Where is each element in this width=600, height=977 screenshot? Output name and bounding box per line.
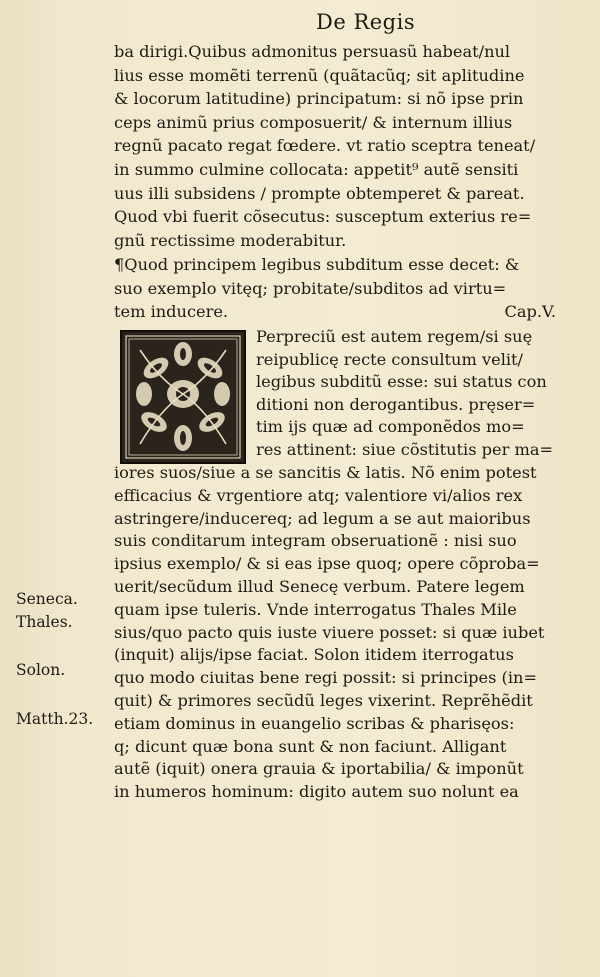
text-line: Quod vbi fuerit cõsecutus: susceptum exterius re= <box>114 207 532 227</box>
text-line: gnũ rectissime moderabitur. <box>114 230 347 250</box>
text-block-bottom <box>114 462 560 804</box>
chapter-heading <box>114 253 560 324</box>
running-head: De Regis <box>316 10 416 34</box>
text-line: suis conditarum integram obseruationẽ : nisi suo <box>114 531 517 551</box>
text-line: etiam dominus in euangelio scribas & pharisęos: <box>114 713 515 733</box>
text-line: ceps animũ prius composuerit/ & internum illius <box>114 112 513 132</box>
text-line: (inquit) alijs/ipse faciat. Solon itidem iterrogatus <box>114 645 514 665</box>
text-block-beside-initial <box>256 326 562 462</box>
text-line: in humeros hominum: digito autem suo nolunt ea <box>114 782 519 802</box>
text-line: uerit/secũdum illud Senecę verbum. Patere legem <box>114 576 525 596</box>
text-line: quo modo ciuitas bene regi possit: si principes (in= <box>114 668 538 688</box>
text-line: ba dirigi.Quibus admonitus persuasũ habeat/nul <box>114 42 511 61</box>
margin-note-matthew: Matth.23. <box>16 710 94 728</box>
text-line: iores suos/siue a se sancitis & latis. Nõ enim potest <box>114 463 537 482</box>
text-line: & locorum latitudine) principatum: si nõ ipse prin <box>114 89 524 109</box>
text-line: reipublicę recte consultum velit/ <box>256 349 524 369</box>
text-line: ditioni non derogantibus. pręser= <box>256 394 536 414</box>
text-line: quam ipse tuleris. Vnde interrogatus Thales Mile <box>114 599 517 619</box>
margin-note-thales: Thales. <box>16 613 73 631</box>
margin-note-seneca: Seneca. <box>16 590 78 608</box>
text-line: tim ijs quæ ad componẽdos mo= <box>256 417 525 437</box>
chapter-title-line <box>114 300 560 324</box>
text-line: res attinent: siue cõstitutis per ma= <box>256 439 554 459</box>
text-line: in summo culmine collocata: appetit⁹ autẽ sensiti <box>114 159 519 179</box>
chapter-title-end: tem inducere. <box>114 302 229 322</box>
chapter-title-line: suo exemplo vitęq; probitate/subditos ad virtu= <box>114 278 507 298</box>
text-line: ipsius exemplo/ & si eas ipse quoq; opere cõproba= <box>114 554 540 574</box>
chapter-number: Cap.V. <box>504 302 556 322</box>
text-line: q; dicunt quæ bona sunt & non faciunt. Alligant <box>114 736 507 756</box>
text-line: uus illi subsidens / prompte obtemperet & pareat. <box>114 183 525 203</box>
dropcap-initial-p <box>120 330 246 464</box>
text-line: regnũ pacato regat fœdere. vt ratio sceptra teneat/ <box>114 136 536 156</box>
text-line: quit) & primores secũdũ leges vixerint. Reprẽhẽdit <box>114 690 533 710</box>
text-line: autẽ (iquit) onera grauia & iportabilia/ & imponũt <box>114 759 524 779</box>
margin-note-solon: Solon. <box>16 661 66 679</box>
text-line: astringere/inducereq; ad legum a se aut maioribus <box>114 508 531 528</box>
text-line: legibus subditũ esse: sui status con <box>256 372 547 392</box>
text-line: sius/quo pacto quis iuste viuere posset: si quæ iubet <box>114 622 545 642</box>
text-block-top <box>114 40 560 252</box>
text-line: Perpreciũ est autem regem/si suę <box>256 327 533 346</box>
chapter-title-line: ¶Quod principem legibus subditum esse decet: & <box>114 255 520 274</box>
text-line: lius esse momẽti terrenũ (quãtacũq; sit aplitudine <box>114 65 525 85</box>
text-line: efficacius & vrgentiore atq; valentiore vi/alios rex <box>114 485 523 505</box>
